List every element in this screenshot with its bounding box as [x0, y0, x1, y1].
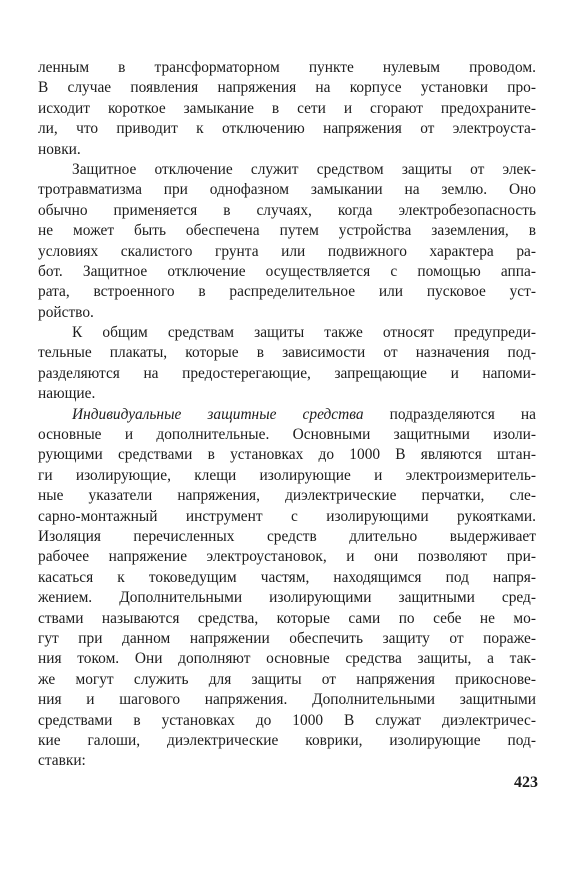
text-line: обычно применяется в случаях, когда электробезопасность [38, 201, 536, 219]
text-line: Защитное отключение служит средством защиты от элек- [72, 160, 536, 178]
text-line: ния током. Они дополняют основные средства защиты, а так- [38, 650, 536, 668]
text-line: ствами называются средства, которые сами по себе не мо- [38, 609, 536, 627]
italic-term: Индивидуальные защитные средства [72, 405, 364, 423]
text-line: касаться к токоведущим частям, находящимся под напря- [38, 568, 536, 586]
text-line: средствами в установках до 1000 В служат диэлектричес- [38, 711, 536, 729]
text-line: Изоляция перечисленных средств длительно выдерживает [38, 527, 536, 545]
text-line: К общим средствам защиты также относят предупреди- [72, 324, 536, 342]
text-line: же могут служить для защиты от напряжения прикоснове- [38, 670, 536, 688]
text-line: кие галоши, диэлектрические коврики, изолирующие под- [38, 731, 536, 749]
paragraph-1 [38, 58, 536, 160]
text-line: сарно-монтажный инструмент с изолирующими рукоятками. [38, 507, 536, 525]
text-line: основные и дополнительные. Основными защитными изоли- [38, 426, 536, 444]
text-line: ги изолирующие, клещи изолирующие и электроизмеритель- [38, 466, 536, 484]
text-line: рующими средствами в установках до 1000 В являются штан- [38, 446, 536, 464]
text-line: исходит короткое замыкание в сети и сгорают предохраните- [38, 99, 536, 117]
text-run: подразделяются на [363, 405, 536, 423]
text-line: новки. [38, 140, 81, 158]
paragraph-3 [38, 323, 536, 405]
text-line: разделяются на предостерегающие, запрещающие и напоми- [38, 364, 536, 382]
text-line: ли, что приводит к отключению напряжения от электроуста- [38, 120, 536, 138]
text-line: жением. Дополнительными изолирующими защитными сред- [38, 589, 536, 607]
text-line: ные указатели напряжения, диэлектрические перчатки, сле- [38, 487, 536, 505]
text-line: тротравматизма при однофазном замыкании на землю. Оно [38, 181, 536, 199]
text-line: рата, встроенного в распределительное или пусковое уст- [38, 283, 536, 301]
text-line: ставки: [38, 752, 86, 770]
text-line: ленным в трансформаторном пункте нулевым проводом. [38, 59, 536, 76]
text-line: В случае появления напряжения на корпусе установки про- [38, 79, 536, 97]
text-line: гут при данном напряжении обеспечить защиту от пораже- [38, 629, 536, 647]
text-line [38, 405, 536, 425]
page-number: 423 [514, 774, 538, 791]
text-line: ния и шагового напряжения. Дополнительными защитными [38, 691, 536, 709]
text-line: бот. Защитное отключение осуществляется с помощью аппа- [38, 262, 536, 280]
paragraph-2 [38, 160, 536, 323]
text-line: условиях скалистого грунта или подвижного характера ра- [38, 242, 536, 260]
paragraph-4 [38, 405, 536, 772]
text-line: рабочее напряжение электроустановок, и они позволяют при- [38, 548, 536, 566]
text-line: ройство. [38, 303, 94, 321]
text-line: нающие. [38, 385, 96, 403]
text-line: тельные плакаты, которые в зависимости от назначения под- [38, 344, 536, 362]
text-line: не может быть обеспечена путем устройства заземления, в [38, 222, 536, 240]
page-body [38, 58, 536, 772]
